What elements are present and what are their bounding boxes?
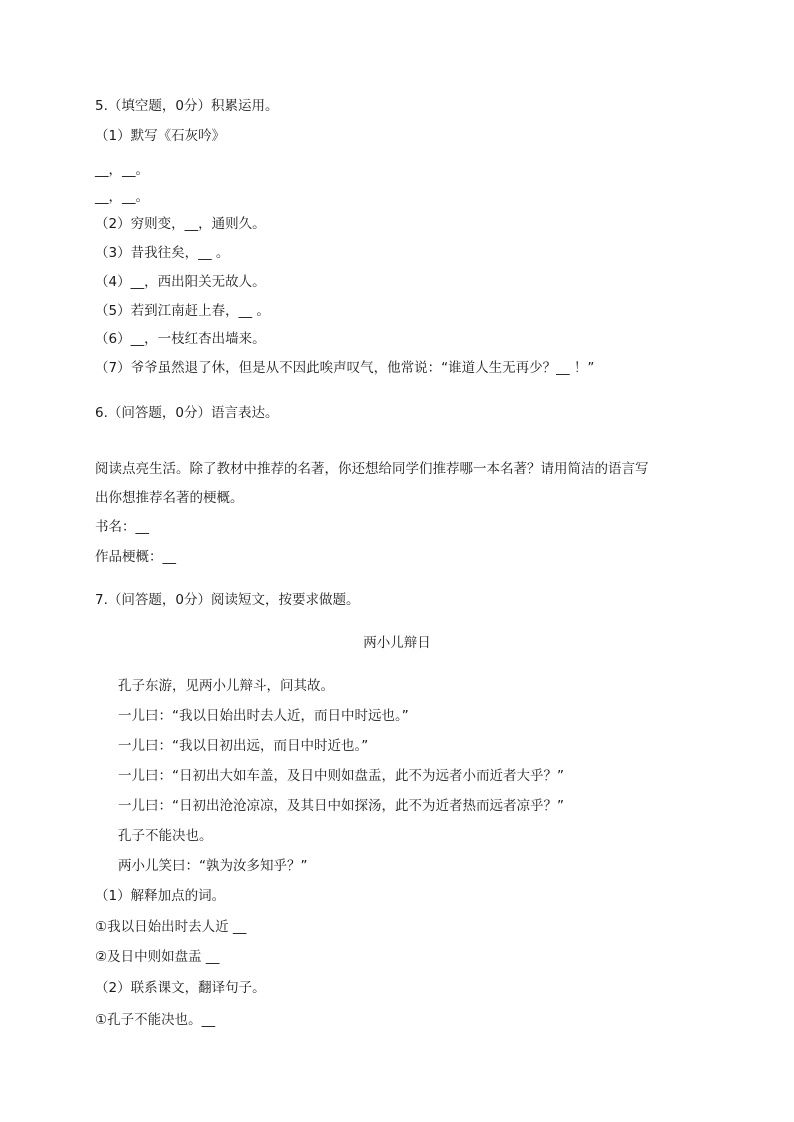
q5-item-2: （2）穷则变，__，通则久。 bbox=[95, 216, 266, 232]
q5-item-6: （6）__，一枝红杏出墙来。 bbox=[95, 331, 266, 347]
q6-paragraph-line-1: 阅读点亮生活。除了教材中推荐的名著，你还想给同学们推荐哪一本名著？请用简洁的语言写 bbox=[95, 461, 649, 477]
passage-line-6: 孔子不能决也。 bbox=[118, 828, 213, 844]
passage-title: 两小儿辩日 bbox=[363, 635, 431, 651]
q5-item-3: （3）昔我往矣，__ 。 bbox=[95, 245, 230, 261]
q7-sub-1-a: ①我以日始出时去人近 __ bbox=[95, 919, 247, 935]
q5-blank-line-2: __，__。 bbox=[95, 189, 149, 205]
q7-sub-1-b: ②及日中则如盘盂 __ bbox=[95, 949, 220, 965]
q7-sub-question-1: （1）解释加点的词。 bbox=[95, 888, 226, 904]
q7-sub-2-a: ①孔子不能决也。__ bbox=[95, 1012, 216, 1028]
passage-line-4: 一儿曰：“日初出大如车盖，及日中则如盘盂，此不为远者小而近者大乎？” bbox=[118, 768, 564, 784]
question-7-header: 7.（问答题，0分）阅读短文，按要求做题。 bbox=[95, 592, 360, 608]
passage-line-1: 孔子东游，见两小儿辩斗，问其故。 bbox=[118, 678, 334, 694]
passage-line-5: 一儿曰：“日初出沧沧凉凉，及其日中如探汤，此不为近者热而远者凉乎？” bbox=[118, 798, 564, 814]
q7-sub-question-2: （2）联系课文，翻译句子。 bbox=[95, 980, 266, 996]
q6-paragraph-line-2: 出你想推荐名著的梗概。 bbox=[95, 490, 244, 506]
question-5-header: 5.（填空题，0分）积累运用。 bbox=[95, 98, 279, 114]
q6-book-name: 书名：__ bbox=[95, 519, 149, 535]
passage-line-3: 一儿曰：“我以日初出远，而日中时近也。” bbox=[118, 738, 369, 754]
q5-item-7: （7）爷爷虽然退了休，但是从不因此唉声叹气，他常说：“谁道人生无再少？__ ！” bbox=[95, 360, 595, 376]
q5-item-1: （1）默写《石灰吟》 bbox=[95, 128, 226, 144]
q6-summary: 作品梗概：__ bbox=[95, 549, 176, 565]
passage-line-7: 两小儿笑曰：“孰为汝多知乎？” bbox=[118, 858, 308, 874]
q5-item-4: （4）__，西出阳关无故人。 bbox=[95, 274, 266, 290]
question-6-header: 6.（问答题，0分）语言表达。 bbox=[95, 405, 279, 421]
q5-item-5: （5）若到江南赶上春，__ 。 bbox=[95, 303, 270, 319]
q5-blank-line-1: __，__。 bbox=[95, 162, 149, 178]
passage-line-2: 一儿曰：“我以日始出时去人近，而日中时远也。” bbox=[118, 708, 409, 724]
